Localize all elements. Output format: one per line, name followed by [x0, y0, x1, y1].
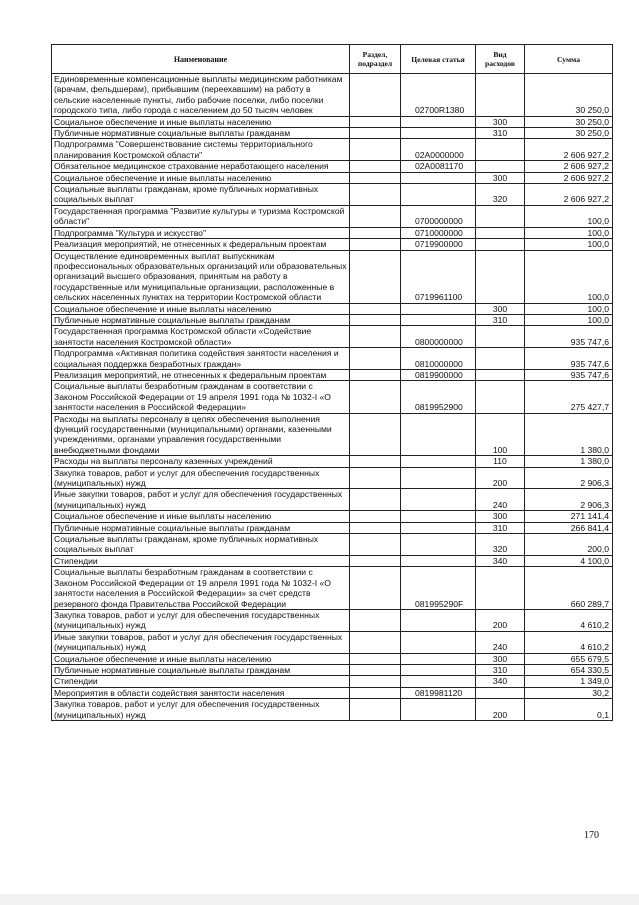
- cell-sum: 1 349,0: [525, 676, 613, 687]
- cell-target: 0719900000: [401, 239, 476, 250]
- cell-target: [401, 172, 476, 183]
- cell-vid: 340: [476, 676, 525, 687]
- table-row: [52, 467, 613, 489]
- table-row: [52, 676, 613, 687]
- cell-name: Расходы на выплаты персоналу в целях обеспечения выполнения функций государственными (муниципальными) органами, казенными учреждениями, органами управления государственными внебюджетными фондами: [52, 413, 350, 456]
- cell-target: 0819952900: [401, 381, 476, 413]
- table-row: [52, 227, 613, 238]
- cell-vid: [476, 74, 525, 117]
- cell-sum: 655 679,5: [525, 653, 613, 664]
- header-sum: Сумма: [525, 45, 613, 74]
- header-vid: [476, 45, 525, 74]
- table-row: [52, 348, 613, 370]
- cell-target: [401, 664, 476, 675]
- cell-section: [350, 205, 401, 227]
- cell-vid: [476, 227, 525, 238]
- cell-name: Закупка товаров, работ и услуг для обеспечения государственных (муниципальных) нужд: [52, 467, 350, 489]
- cell-name: Единовременные компенсационные выплаты медицинским работникам (врачам, фельдшерам), прибывшим (переехавшим) на работу в сельские населенные пункты, либо рабочие поселки, либо поселки городского типа, либо города с населением до 50 тысяч человек: [52, 74, 350, 117]
- table-row: [52, 205, 613, 227]
- cell-section: [350, 687, 401, 698]
- table-row: [52, 653, 613, 664]
- table-row: [52, 161, 613, 172]
- cell-section: [350, 227, 401, 238]
- cell-vid: 320: [476, 184, 525, 206]
- cell-vid: 300: [476, 116, 525, 127]
- table-row: [52, 250, 613, 303]
- cell-target: [401, 555, 476, 566]
- cell-name: Подпрограмма «Активная политика содействия занятости населения и социальная поддержка безработных граждан»: [52, 348, 350, 370]
- cell-section: [350, 184, 401, 206]
- cell-target: 0819900000: [401, 369, 476, 380]
- table-row: [52, 687, 613, 698]
- header-section-line2: подраздел: [357, 59, 393, 68]
- cell-name: Публичные нормативные социальные выплаты гражданам: [52, 664, 350, 675]
- cell-vid: [476, 139, 525, 161]
- cell-name: Государственная программа Костромской области «Содействие занятости населения Костромской области»: [52, 326, 350, 348]
- cell-name: Социальное обеспечение и иные выплаты населению: [52, 511, 350, 522]
- cell-vid: [476, 250, 525, 303]
- scan-bottom-edge: [0, 894, 639, 905]
- cell-name: Публичные нормативные социальные выплаты гражданам: [52, 522, 350, 533]
- cell-sum: 2 606 927,2: [525, 161, 613, 172]
- cell-section: [350, 314, 401, 325]
- cell-sum: 275 427,7: [525, 381, 613, 413]
- cell-vid: [476, 348, 525, 370]
- cell-sum: 266 841,4: [525, 522, 613, 533]
- table-row: [52, 456, 613, 467]
- table-row: [52, 303, 613, 314]
- cell-sum: 30 250,0: [525, 128, 613, 139]
- cell-vid: 310: [476, 664, 525, 675]
- table-row: [52, 74, 613, 117]
- cell-sum: 2 606 927,2: [525, 139, 613, 161]
- table-row: [52, 567, 613, 610]
- cell-vid: [476, 205, 525, 227]
- cell-target: [401, 631, 476, 653]
- cell-sum: 0,1: [525, 699, 613, 721]
- table-row: [52, 522, 613, 533]
- table-row: [52, 381, 613, 413]
- cell-sum: 1 380,0: [525, 413, 613, 456]
- cell-name: Социальные выплаты безработным гражданам в соответствии с Законом Российской Федерации от 19 апреля 1991 года № 1032-I «О занятости населения в Российской Федерации»: [52, 381, 350, 413]
- cell-name: Реализация мероприятий, не отнесенных к федеральным проектам: [52, 239, 350, 250]
- cell-section: [350, 161, 401, 172]
- cell-name: Социальные выплаты безработным гражданам в соответствии с Законом Российской Федерации от 19 апреля 1991 года № 1032-I «О занятости населения в Российской Федерации» за счет средств резервного фонда Правительства Российской Федерации: [52, 567, 350, 610]
- cell-sum: 100,0: [525, 227, 613, 238]
- cell-sum: 30,2: [525, 687, 613, 698]
- cell-vid: [476, 239, 525, 250]
- cell-target: [401, 116, 476, 127]
- cell-section: [350, 534, 401, 556]
- cell-sum: 4 610,2: [525, 631, 613, 653]
- cell-vid: 110: [476, 456, 525, 467]
- cell-name: Социальные выплаты гражданам, кроме публичных нормативных социальных выплат: [52, 184, 350, 206]
- cell-vid: 240: [476, 631, 525, 653]
- cell-target: [401, 489, 476, 511]
- cell-vid: [476, 326, 525, 348]
- cell-name: Закупка товаров, работ и услуг для обеспечения государственных (муниципальных) нужд: [52, 609, 350, 631]
- cell-section: [350, 239, 401, 250]
- cell-vid: 200: [476, 467, 525, 489]
- cell-target: [401, 699, 476, 721]
- cell-vid: 310: [476, 128, 525, 139]
- cell-vid: [476, 161, 525, 172]
- cell-section: [350, 664, 401, 675]
- table-row: [52, 172, 613, 183]
- header-vid-line2: расходов: [485, 59, 515, 68]
- header-vid-line1: Вид: [493, 50, 507, 59]
- cell-target: [401, 653, 476, 664]
- table-row: [52, 239, 613, 250]
- cell-vid: 100: [476, 413, 525, 456]
- cell-name: Иные закупки товаров, работ и услуг для обеспечения государственных (муниципальных) нужд: [52, 631, 350, 653]
- table-row: [52, 511, 613, 522]
- cell-section: [350, 522, 401, 533]
- table-row: [52, 314, 613, 325]
- cell-target: 02А0081170: [401, 161, 476, 172]
- cell-section: [350, 250, 401, 303]
- table-row: [52, 369, 613, 380]
- cell-sum: 2 606 927,2: [525, 184, 613, 206]
- cell-target: 0719961100: [401, 250, 476, 303]
- table-body: [52, 74, 613, 721]
- cell-vid: 300: [476, 653, 525, 664]
- cell-sum: 935 747,6: [525, 326, 613, 348]
- header-section-line1: Раздел,: [362, 50, 388, 59]
- cell-name: Стипендии: [52, 676, 350, 687]
- budget-table: [51, 44, 613, 721]
- cell-target: [401, 456, 476, 467]
- cell-sum: 2 606 927,2: [525, 172, 613, 183]
- cell-target: 0710000000: [401, 227, 476, 238]
- cell-name: Закупка товаров, работ и услуг для обеспечения государственных (муниципальных) нужд: [52, 699, 350, 721]
- cell-target: [401, 676, 476, 687]
- cell-target: [401, 467, 476, 489]
- cell-target: [401, 303, 476, 314]
- cell-name: Мероприятия в области содействия занятости населения: [52, 687, 350, 698]
- cell-vid: 300: [476, 511, 525, 522]
- cell-vid: 320: [476, 534, 525, 556]
- cell-section: [350, 303, 401, 314]
- cell-section: [350, 139, 401, 161]
- cell-name: Публичные нормативные социальные выплаты гражданам: [52, 314, 350, 325]
- cell-section: [350, 128, 401, 139]
- cell-name: Социальное обеспечение и иные выплаты населению: [52, 172, 350, 183]
- header-section: [350, 45, 401, 74]
- cell-section: [350, 567, 401, 610]
- cell-section: [350, 653, 401, 664]
- cell-name: Подпрограмма "Совершенствование системы территориального планирования Костромской области": [52, 139, 350, 161]
- cell-sum: 271 141,4: [525, 511, 613, 522]
- cell-name: Социальные выплаты гражданам, кроме публичных нормативных социальных выплат: [52, 534, 350, 556]
- cell-section: [350, 172, 401, 183]
- cell-vid: 300: [476, 172, 525, 183]
- cell-name: Стипендии: [52, 555, 350, 566]
- cell-sum: 30 250,0: [525, 116, 613, 127]
- cell-vid: 240: [476, 489, 525, 511]
- cell-sum: 100,0: [525, 239, 613, 250]
- header-target: Целевая статья: [401, 45, 476, 74]
- table-row: [52, 555, 613, 566]
- cell-sum: 100,0: [525, 250, 613, 303]
- cell-sum: 2 906,3: [525, 489, 613, 511]
- cell-name: Подпрограмма "Культура и искусство": [52, 227, 350, 238]
- cell-section: [350, 456, 401, 467]
- cell-target: 0819981120: [401, 687, 476, 698]
- cell-sum: 4 610,2: [525, 609, 613, 631]
- cell-target: 02700R1380: [401, 74, 476, 117]
- cell-target: [401, 128, 476, 139]
- table-row: [52, 489, 613, 511]
- cell-target: 0810000000: [401, 348, 476, 370]
- header-name: Наименование: [52, 45, 350, 74]
- cell-target: 0700000000: [401, 205, 476, 227]
- cell-target: [401, 522, 476, 533]
- table-header-row: [52, 45, 613, 74]
- cell-vid: 200: [476, 699, 525, 721]
- table-row: [52, 534, 613, 556]
- cell-sum: 935 747,6: [525, 348, 613, 370]
- cell-section: [350, 511, 401, 522]
- cell-section: [350, 348, 401, 370]
- cell-target: [401, 511, 476, 522]
- cell-vid: 200: [476, 609, 525, 631]
- cell-target: [401, 413, 476, 456]
- cell-section: [350, 413, 401, 456]
- table-row: [52, 128, 613, 139]
- budget-table-container: [51, 44, 612, 721]
- cell-sum: 100,0: [525, 205, 613, 227]
- cell-vid: [476, 369, 525, 380]
- cell-sum: 654 330,5: [525, 664, 613, 675]
- table-row: [52, 413, 613, 456]
- cell-section: [350, 676, 401, 687]
- table-row: [52, 631, 613, 653]
- table-row: [52, 184, 613, 206]
- cell-target: 0800000000: [401, 326, 476, 348]
- table-row: [52, 664, 613, 675]
- cell-name: Государственная программа "Развитие культуры и туризма Костромской области": [52, 205, 350, 227]
- cell-name: Социальное обеспечение и иные выплаты населению: [52, 303, 350, 314]
- cell-name: Осуществление единовременных выплат выпускникам профессиональных образовательных организаций или образовательных организаций высшего образования, принятым на работу в государственные или муниципальные организации, расположенные в сельских населенных пунктах на территории Костромской области: [52, 250, 350, 303]
- cell-vid: 300: [476, 303, 525, 314]
- cell-name: Реализация мероприятий, не отнесенных к федеральным проектам: [52, 369, 350, 380]
- cell-sum: 30 250,0: [525, 74, 613, 117]
- cell-sum: 100,0: [525, 303, 613, 314]
- cell-sum: 4 100,0: [525, 555, 613, 566]
- cell-section: [350, 116, 401, 127]
- cell-sum: 660 289,7: [525, 567, 613, 610]
- cell-vid: 340: [476, 555, 525, 566]
- cell-vid: [476, 381, 525, 413]
- cell-section: [350, 467, 401, 489]
- cell-target: [401, 184, 476, 206]
- cell-sum: 2 906,3: [525, 467, 613, 489]
- cell-sum: 935 747,6: [525, 369, 613, 380]
- cell-section: [350, 631, 401, 653]
- cell-section: [350, 609, 401, 631]
- table-row: [52, 139, 613, 161]
- cell-sum: 100,0: [525, 314, 613, 325]
- cell-name: Социальное обеспечение и иные выплаты населению: [52, 653, 350, 664]
- cell-name: Обязательное медицинское страхование неработающего населения: [52, 161, 350, 172]
- cell-target: 081995290F: [401, 567, 476, 610]
- cell-target: [401, 314, 476, 325]
- cell-section: [350, 74, 401, 117]
- cell-name: Иные закупки товаров, работ и услуг для обеспечения государственных (муниципальных) нужд: [52, 489, 350, 511]
- cell-name: Публичные нормативные социальные выплаты гражданам: [52, 128, 350, 139]
- cell-name: Социальное обеспечение и иные выплаты населению: [52, 116, 350, 127]
- cell-vid: [476, 687, 525, 698]
- cell-vid: [476, 567, 525, 610]
- cell-sum: 1 380,0: [525, 456, 613, 467]
- cell-target: [401, 609, 476, 631]
- cell-target: [401, 534, 476, 556]
- cell-section: [350, 555, 401, 566]
- cell-section: [350, 699, 401, 721]
- cell-target: 02А0000000: [401, 139, 476, 161]
- cell-section: [350, 489, 401, 511]
- table-row: [52, 326, 613, 348]
- cell-vid: 310: [476, 522, 525, 533]
- cell-section: [350, 326, 401, 348]
- table-row: [52, 609, 613, 631]
- table-row: [52, 699, 613, 721]
- cell-vid: 310: [476, 314, 525, 325]
- cell-name: Расходы на выплаты персоналу казенных учреждений: [52, 456, 350, 467]
- cell-section: [350, 381, 401, 413]
- table-row: [52, 116, 613, 127]
- cell-sum: 200,0: [525, 534, 613, 556]
- cell-section: [350, 369, 401, 380]
- page-number: 170: [584, 830, 599, 841]
